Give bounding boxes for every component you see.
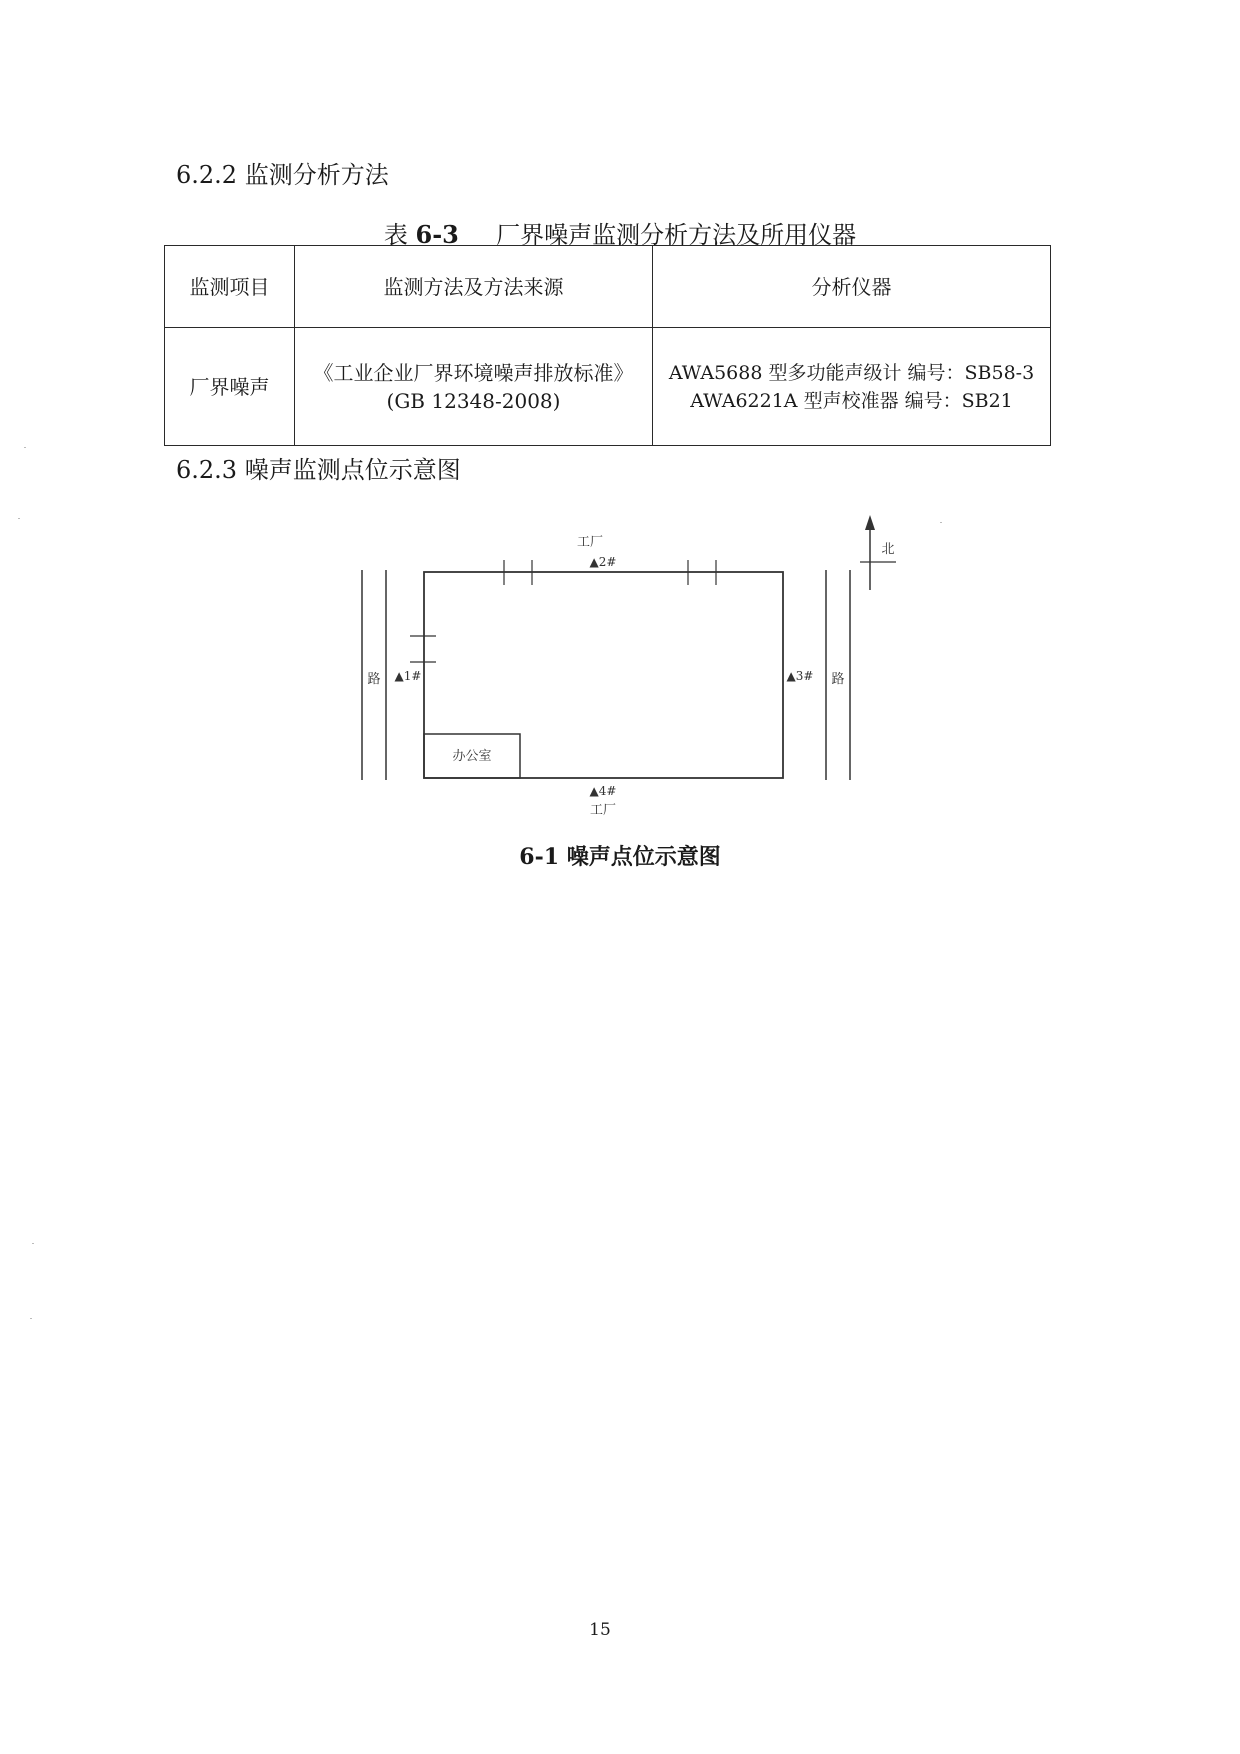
factory-boundary [424, 572, 783, 778]
scan-speck [940, 522, 942, 523]
office-label: 办公室 [452, 749, 492, 764]
method-line-2: (GB 12348-2008) [386, 388, 561, 413]
point-3-label: ▲3# [786, 669, 814, 683]
left-road-label: 路 [367, 672, 381, 687]
table-caption-title: 厂界噪声监测分析方法及所用仪器 [496, 221, 857, 249]
figure-caption-number: 6-1 [519, 844, 560, 870]
header-cell-method: 监测方法及方法来源 [295, 246, 653, 328]
bottom-factory-label: 工厂 [589, 803, 617, 818]
scan-speck [30, 1318, 32, 1319]
point-1-label: ▲1# [394, 669, 422, 683]
figure-caption-title: 噪声点位示意图 [566, 844, 721, 870]
instrument-line-1: AWA5688 型多功能声级计 编号：SB58-3 [668, 361, 1035, 384]
scan-speck [32, 1243, 34, 1244]
north-label: 北 [881, 542, 895, 557]
point-2-label: ▲2# [589, 555, 617, 569]
header-cell-item: 监测项目 [165, 246, 295, 328]
scan-speck [24, 447, 26, 448]
page-number: 15 [589, 1620, 611, 1640]
method-line-1: 《工业企业厂界环境噪声排放标准》 [313, 360, 634, 385]
table-caption-number: 6-3 [415, 220, 459, 249]
top-factory-label: 工厂 [576, 535, 604, 550]
right-road-label: 路 [831, 672, 845, 687]
point-4-label: ▲4# [589, 784, 617, 798]
header-cell-instrument: 分析仪器 [653, 246, 1051, 328]
north-arrow-icon [865, 515, 875, 530]
instrument-line-2: AWA6221A 型声校准器 编号：SB21 [690, 389, 1013, 412]
section-heading-6-2-2: 6.2.2 监测分析方法 [176, 161, 389, 189]
table-caption-prefix: 表 [383, 221, 408, 249]
section-heading-6-2-3: 6.2.3 噪声监测点位示意图 [176, 456, 461, 484]
figure-caption [0, 840, 1240, 871]
cell-item: 厂界噪声 [165, 328, 295, 446]
scan-speck [18, 518, 20, 519]
